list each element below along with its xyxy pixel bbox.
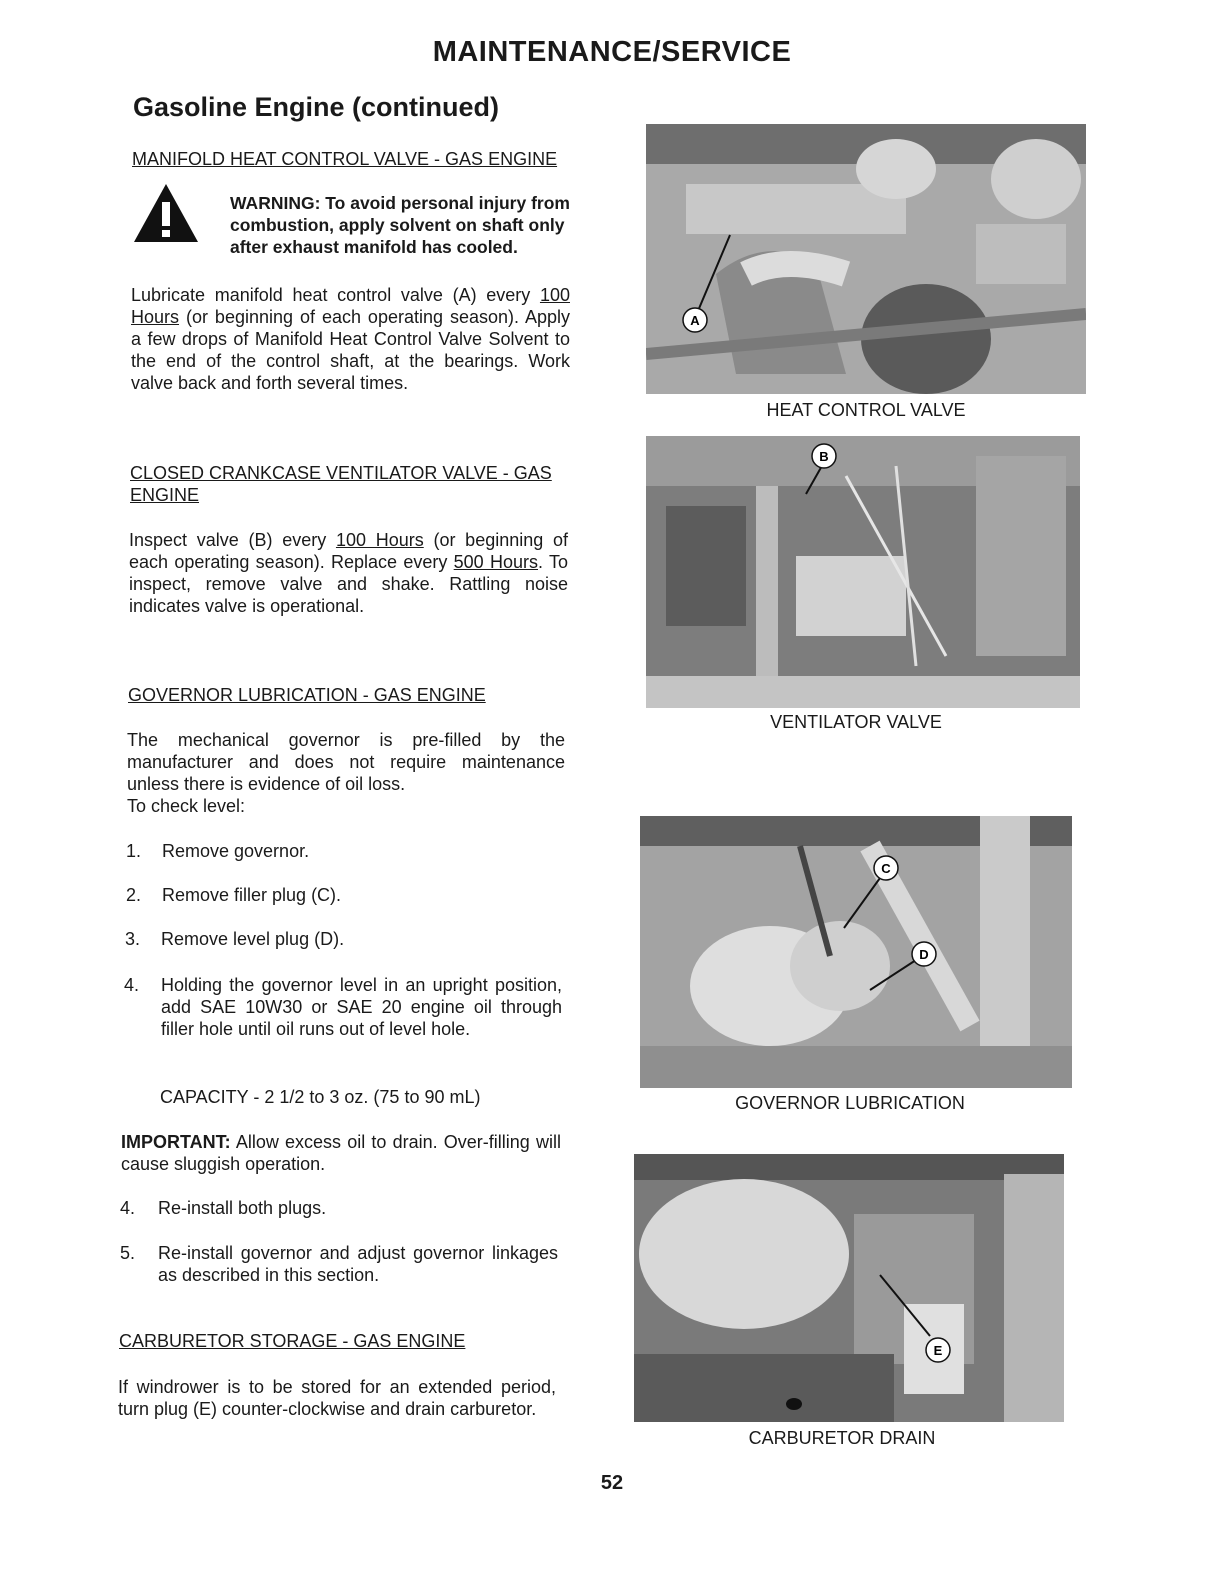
page-title: MAINTENANCE/SERVICE (432, 36, 792, 68)
list-item: 4. Holding the governor level in an upright position, add SAE 10W30 or SAE 20 engine oil through filler hole until oil runs out of level hole. (124, 975, 562, 1039)
carburetor-body: If windrower is to be stored for an extended period, turn plug (E) counter-clockwise and drain carburetor. (118, 1377, 556, 1419)
list-item: 5. Re-install governor and adjust governor linkages as described in this section. (120, 1243, 558, 1285)
list-item: 1. Remove governor. (126, 841, 310, 861)
callout-c-d (830, 850, 940, 1000)
callout-e (870, 1270, 960, 1370)
page-number: 52 (600, 1472, 624, 1494)
svg-text:C: C (881, 861, 891, 876)
warning-triangle-icon (132, 182, 200, 244)
ventilator-valve-photo (646, 436, 1080, 708)
svg-text:E: E (933, 1343, 943, 1358)
crankcase-interval-inspect: 100 Hours (335, 530, 424, 550)
list-item: 4. Re-install both plugs. (120, 1198, 327, 1218)
manifold-body: Lubricate manifold heat control valve (A) every 100 Hours (or beginning of each operating season). Apply a few drops of Manifold Heat Control Valve Solvent to the end of the control shaft, at the bearings. Work valve back and forth several times. (131, 285, 570, 393)
important-note: IMPORTANT: Allow excess oil to drain. Over-filling will cause sluggish operation. (121, 1132, 561, 1174)
governor-check: To check level: (127, 796, 246, 816)
crankcase-body: Inspect valve (B) every 100 Hours (or beginning of each operating season). Replace every 500 Hours. To inspect, remove valve and shake. Rattling noise indicates valve is operational. (129, 530, 568, 616)
svg-text:D: D (919, 947, 929, 962)
governor-intro: The mechanical governor is pre-filled by the manufacturer and does not require maintenance unless there is evidence of oil loss. (127, 730, 565, 794)
svg-text:B: B (819, 449, 829, 464)
governor-heading: GOVERNOR LUBRICATION - GAS ENGINE (128, 685, 486, 705)
capacity-text: CAPACITY - 2 1/2 to 3 oz. (75 to 90 mL) (160, 1087, 481, 1107)
figure-caption: HEAT CONTROL VALVE (766, 400, 966, 420)
list-item: 2. Remove filler plug (C). (126, 885, 342, 905)
figure-caption: CARBURETOR DRAIN (748, 1428, 936, 1448)
manifold-heading: MANIFOLD HEAT CONTROL VALVE - GAS ENGINE (132, 149, 558, 169)
callout-b (798, 442, 838, 498)
figure-caption: VENTILATOR VALVE (770, 712, 942, 732)
callout-a (680, 230, 740, 335)
manifold-interval: 100 Hours (131, 285, 570, 327)
list-item: 3. Remove level plug (D). (125, 929, 345, 949)
figure-caption: GOVERNOR LUBRICATION (735, 1093, 965, 1113)
crankcase-interval-replace: 500 Hours (453, 552, 538, 572)
warning-text: WARNING: To avoid personal injury from combustion, apply solvent on shaft only after exhaust manifold has cooled. (230, 193, 570, 257)
crankcase-heading: CLOSED CRANKCASE VENTILATOR VALVE - GAS ENGINE (130, 463, 552, 505)
svg-text:A: A (690, 313, 700, 328)
carburetor-heading: CARBURETOR STORAGE - GAS ENGINE (119, 1331, 466, 1351)
section-title: Gasoline Engine (continued) (133, 92, 500, 122)
carburetor-drain-photo (634, 1154, 1064, 1422)
